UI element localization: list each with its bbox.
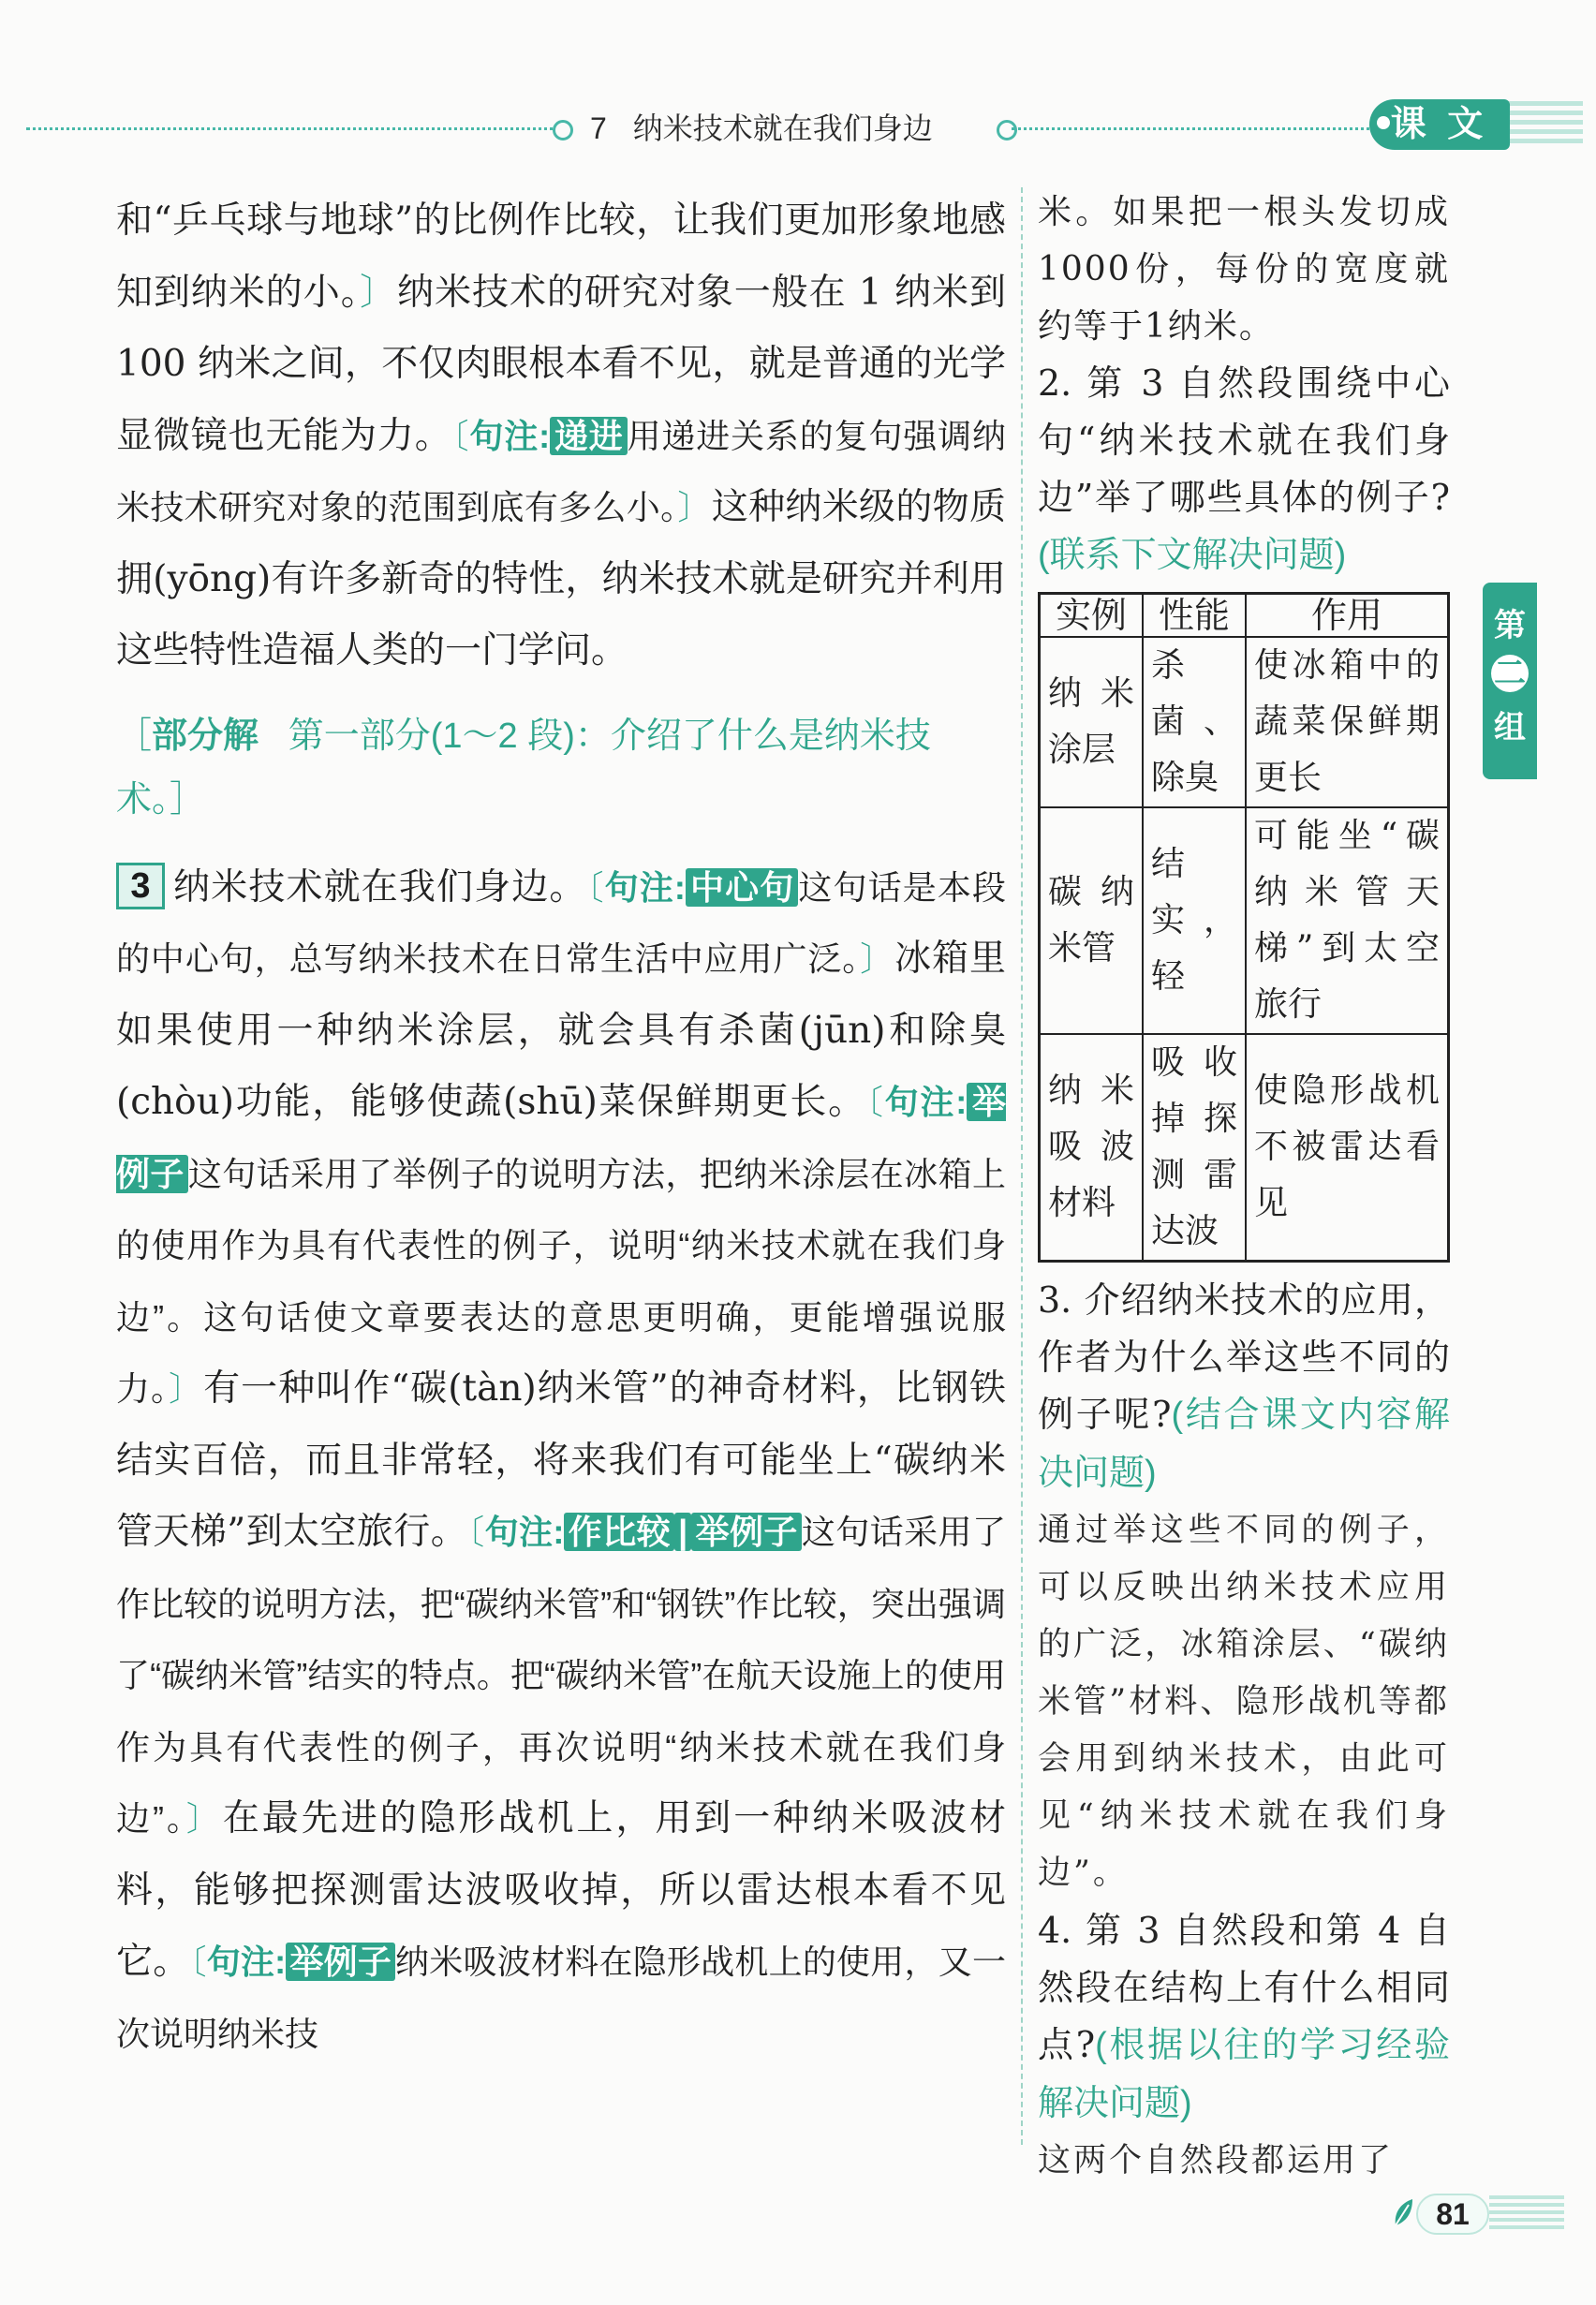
header-circle-left — [553, 120, 573, 140]
annotation-chip: 中心句 — [686, 868, 799, 907]
table-row — [1040, 1034, 1449, 1262]
table-header: 作用 — [1246, 594, 1449, 638]
group-tab-top: 第 — [1494, 608, 1526, 643]
table-header: 实例 — [1040, 594, 1144, 638]
leaf-icon — [1392, 2197, 1416, 2229]
header-stripes — [1499, 101, 1583, 148]
annotation-label: 句注: — [469, 416, 551, 455]
group-tab-number: 二 — [1491, 655, 1529, 692]
question-4 — [1038, 1902, 1450, 2133]
annotation-text: 这句话是本段的中心句，总写纳米技术在日常生活中应用广泛。 — [116, 867, 1006, 978]
group-tab-bottom: 组 — [1494, 710, 1526, 746]
bracket: 〔 — [586, 867, 605, 907]
table-cell: 吸收掉探测雷达波 — [1143, 1034, 1246, 1262]
table-cell: 纳米吸波材料 — [1040, 1034, 1144, 1262]
bracket: 〕 — [677, 488, 712, 526]
lesson-title — [590, 105, 933, 148]
table-header-row — [1040, 594, 1449, 638]
annotation-chip-divider: | — [674, 1513, 691, 1551]
question-2 — [1038, 355, 1450, 584]
annotation-label: 句注: — [206, 1943, 287, 1981]
bracket: 〔 — [865, 1083, 885, 1121]
page-number: 81 — [1416, 2194, 1489, 2235]
page-header — [0, 94, 1596, 159]
annotation-chip: 递进 — [550, 417, 628, 455]
examples-table — [1038, 592, 1450, 1263]
header-dotted-rule-right — [1012, 127, 1386, 130]
lesson-number: 7 — [590, 111, 607, 145]
table-header: 性能 — [1143, 594, 1246, 638]
question-text: 3. 介绍纳米技术的应用，作者为什么举这些不同的例子呢? — [1038, 1279, 1450, 1435]
main-column — [116, 185, 1006, 2070]
bracket: 〕 — [360, 271, 398, 314]
paragraph-number-badge: 3 — [116, 863, 165, 909]
table-cell: 纳米涂层 — [1040, 637, 1144, 807]
text: 纳米技术就在我们身边。 — [172, 865, 587, 909]
bracket: 〔 — [467, 1513, 485, 1551]
bracket: 〕 — [169, 1369, 204, 1408]
annotation-chip: 举例子 — [691, 1513, 802, 1551]
table-cell: 可能坐“碳纳米管天梯”到太空旅行 — [1246, 807, 1449, 1034]
question-text: 4. 第 3 自然段和第 4 自然段在结构上有什么相同点? — [1038, 1910, 1450, 2065]
annotation-label: 句注: — [484, 1513, 565, 1551]
side-note-text: 米。如果把一根头发切成1000份，每份的宽度就约等于1纳米。 — [1038, 193, 1450, 346]
answer-4: 这两个自然段都运用了 — [1038, 2142, 1395, 2179]
question-text: 2. 第 3 自然段围绕中心句“纳米技术就在我们身边”举了哪些具体的例子? — [1038, 362, 1450, 518]
section-tag: 课 文 — [1369, 99, 1510, 150]
header-dotted-rule-left — [26, 127, 560, 130]
bracket: 〔 — [189, 1943, 207, 1981]
bracket: 〔 — [451, 416, 470, 455]
header-circle-right — [997, 120, 1017, 140]
footer-stripes — [1489, 2195, 1564, 2229]
annotation-text: 用递进关系的复句强调纳米技术研究对象的范围到底有多么小。 — [116, 416, 1006, 526]
side-notes-column — [1038, 184, 1450, 2190]
annotation-label: 句注: — [884, 1083, 968, 1121]
table-row — [1040, 807, 1449, 1034]
bracket: 〕 — [860, 939, 895, 978]
annotation-chip: 举例子 — [286, 1943, 395, 1981]
lesson-title-text: 纳米技术就在我们身边 — [632, 111, 933, 145]
bracket: ［ — [116, 716, 153, 756]
text: 在最先进的隐形战机上，用到一种纳米吸波材料，能够把探测雷达波吸收掉，所以雷达根本看不见它。 — [116, 1797, 1006, 1983]
paragraph-2-continued — [116, 185, 1006, 687]
text: 这种纳米级的物质拥(yōng)有许多新奇的特性，纳米技术就是研究并利用这些特性造福人类的一门学问。 — [116, 486, 1006, 672]
annotation-text: 纳米吸波材料在隐形战机上的使用，又一次说明纳米技 — [116, 1943, 1006, 2053]
summary-text: 第一部分(1～2 段)：介绍了什么是纳米技术。 — [116, 716, 931, 820]
table-cell: 结实，轻 — [1143, 807, 1246, 1034]
bracket: ］ — [170, 779, 206, 820]
column-divider — [1021, 187, 1023, 2145]
paragraph-3 — [116, 852, 1006, 2071]
question-hint: (联系下文解决问题) — [1038, 536, 1347, 575]
annotation-text: 这句话采用了举例子的说明方法，把纳米涂层在冰箱上的使用作为具有代表性的例子，说明“纳米技术就在我们身边”。这句话使文章要表达的意思更明确，更能增强说服力。 — [116, 1154, 1006, 1408]
annotation-label: 句注: — [604, 867, 686, 907]
summary-label: 部分解 — [152, 716, 259, 756]
bracket: 〕 — [185, 1799, 223, 1838]
annotation-text: 这句话采用了作比较的说明方法，把“碳纳米管”和“钢铁”作比较，突出强调了“碳纳米管”结实的特点。把“碳纳米管”在航天设施上的使用作为具有代表性的例子，再次说明“纳米技术就在我们身边”。 — [116, 1513, 1006, 1838]
table-cell: 使隐形战机不被雷达看见 — [1246, 1034, 1449, 1262]
page-footer — [1386, 2186, 1592, 2242]
table-row — [1040, 637, 1449, 807]
group-tab — [1483, 583, 1537, 779]
table-cell: 碳纳米管 — [1040, 807, 1144, 1034]
question-3 — [1038, 1272, 1450, 1502]
question-hint: (结合课文内容解决问题) — [1038, 1396, 1451, 1493]
text: 纳米技术的研究对象一般在 1 纳米到 100 纳米之间，不仅肉眼根本看不见，就是普通的光学显微镜也无能为力。 — [116, 271, 1006, 457]
part-summary — [116, 704, 1006, 832]
text: 冰箱里如果使用一种纳米涂层，就会具有杀菌(jūn)和除臭(chòu)功能，能够使蔬(shū)菜保鲜期更长。 — [116, 938, 1006, 1123]
text: 和“乒乓球与地球”的比例作比较，让我们更加形象地感知到纳米的小。 — [116, 199, 1006, 314]
annotation-chip: 作比较 — [564, 1513, 674, 1551]
annotation-chip: 举例子 — [116, 1083, 1006, 1193]
table-cell: 杀菌、除臭 — [1143, 637, 1246, 807]
question-hint: (根据以往的学习经验解决问题) — [1038, 2026, 1451, 2123]
text: 有一种叫作“碳(tàn)纳米管”的神奇材料，比钢铁结实百倍，而且非常轻，将来我们有可能坐上“碳纳米管天梯”到太空旅行。 — [116, 1367, 1006, 1553]
table-cell: 使冰箱中的蔬菜保鲜期更长 — [1246, 637, 1449, 807]
answer-3: 通过举这些不同的例子，可以反映出纳米技术应用的广泛，冰箱涂层、“碳纳米管”材料、隐形战机等都会用到纳米技术，由此可见“纳米技术就在我们身边”。 — [1038, 1512, 1450, 1892]
